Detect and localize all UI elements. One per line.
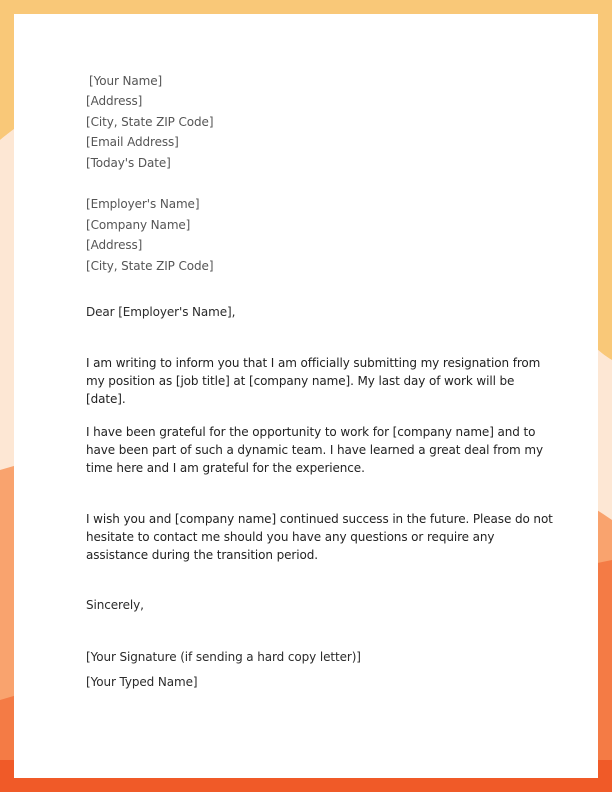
sender-city: [City, State ZIP Code] [86, 115, 214, 129]
typed-name: [Your Typed Name] [86, 675, 198, 689]
recipient-name: [Employer's Name] [86, 197, 200, 211]
sender-name: [Your Name] [89, 74, 163, 88]
recipient-city: [City, State ZIP Code] [86, 259, 214, 273]
paragraph-2: I have been grateful for the opportunity to work for [company name] and to have been part of such a dynamic team. I have learned a great deal from my time here and I am grateful for the experience. [86, 425, 543, 475]
paragraph-1: I am writing to inform you that I am officially submitting my resignation from my position as [job title] at [company name]. My last day of work will be [date]. [86, 356, 541, 406]
sender-email: [Email Address] [86, 135, 179, 149]
sender-address: [Address] [86, 94, 143, 108]
sender-date: [Today's Date] [86, 156, 171, 170]
closing: Sincerely, [86, 598, 144, 612]
recipient-address: [Address] [86, 238, 143, 252]
letter-page [14, 14, 598, 778]
recipient-company: [Company Name] [86, 218, 191, 232]
paragraph-3: I wish you and [company name] continued success in the future. Please do not hesitate to contact me should you have any questions or require any assistance during the transition period. [86, 512, 553, 562]
signature-line: [Your Signature (if sending a hard copy letter)] [86, 650, 361, 664]
salutation: Dear [Employer's Name], [86, 305, 236, 319]
